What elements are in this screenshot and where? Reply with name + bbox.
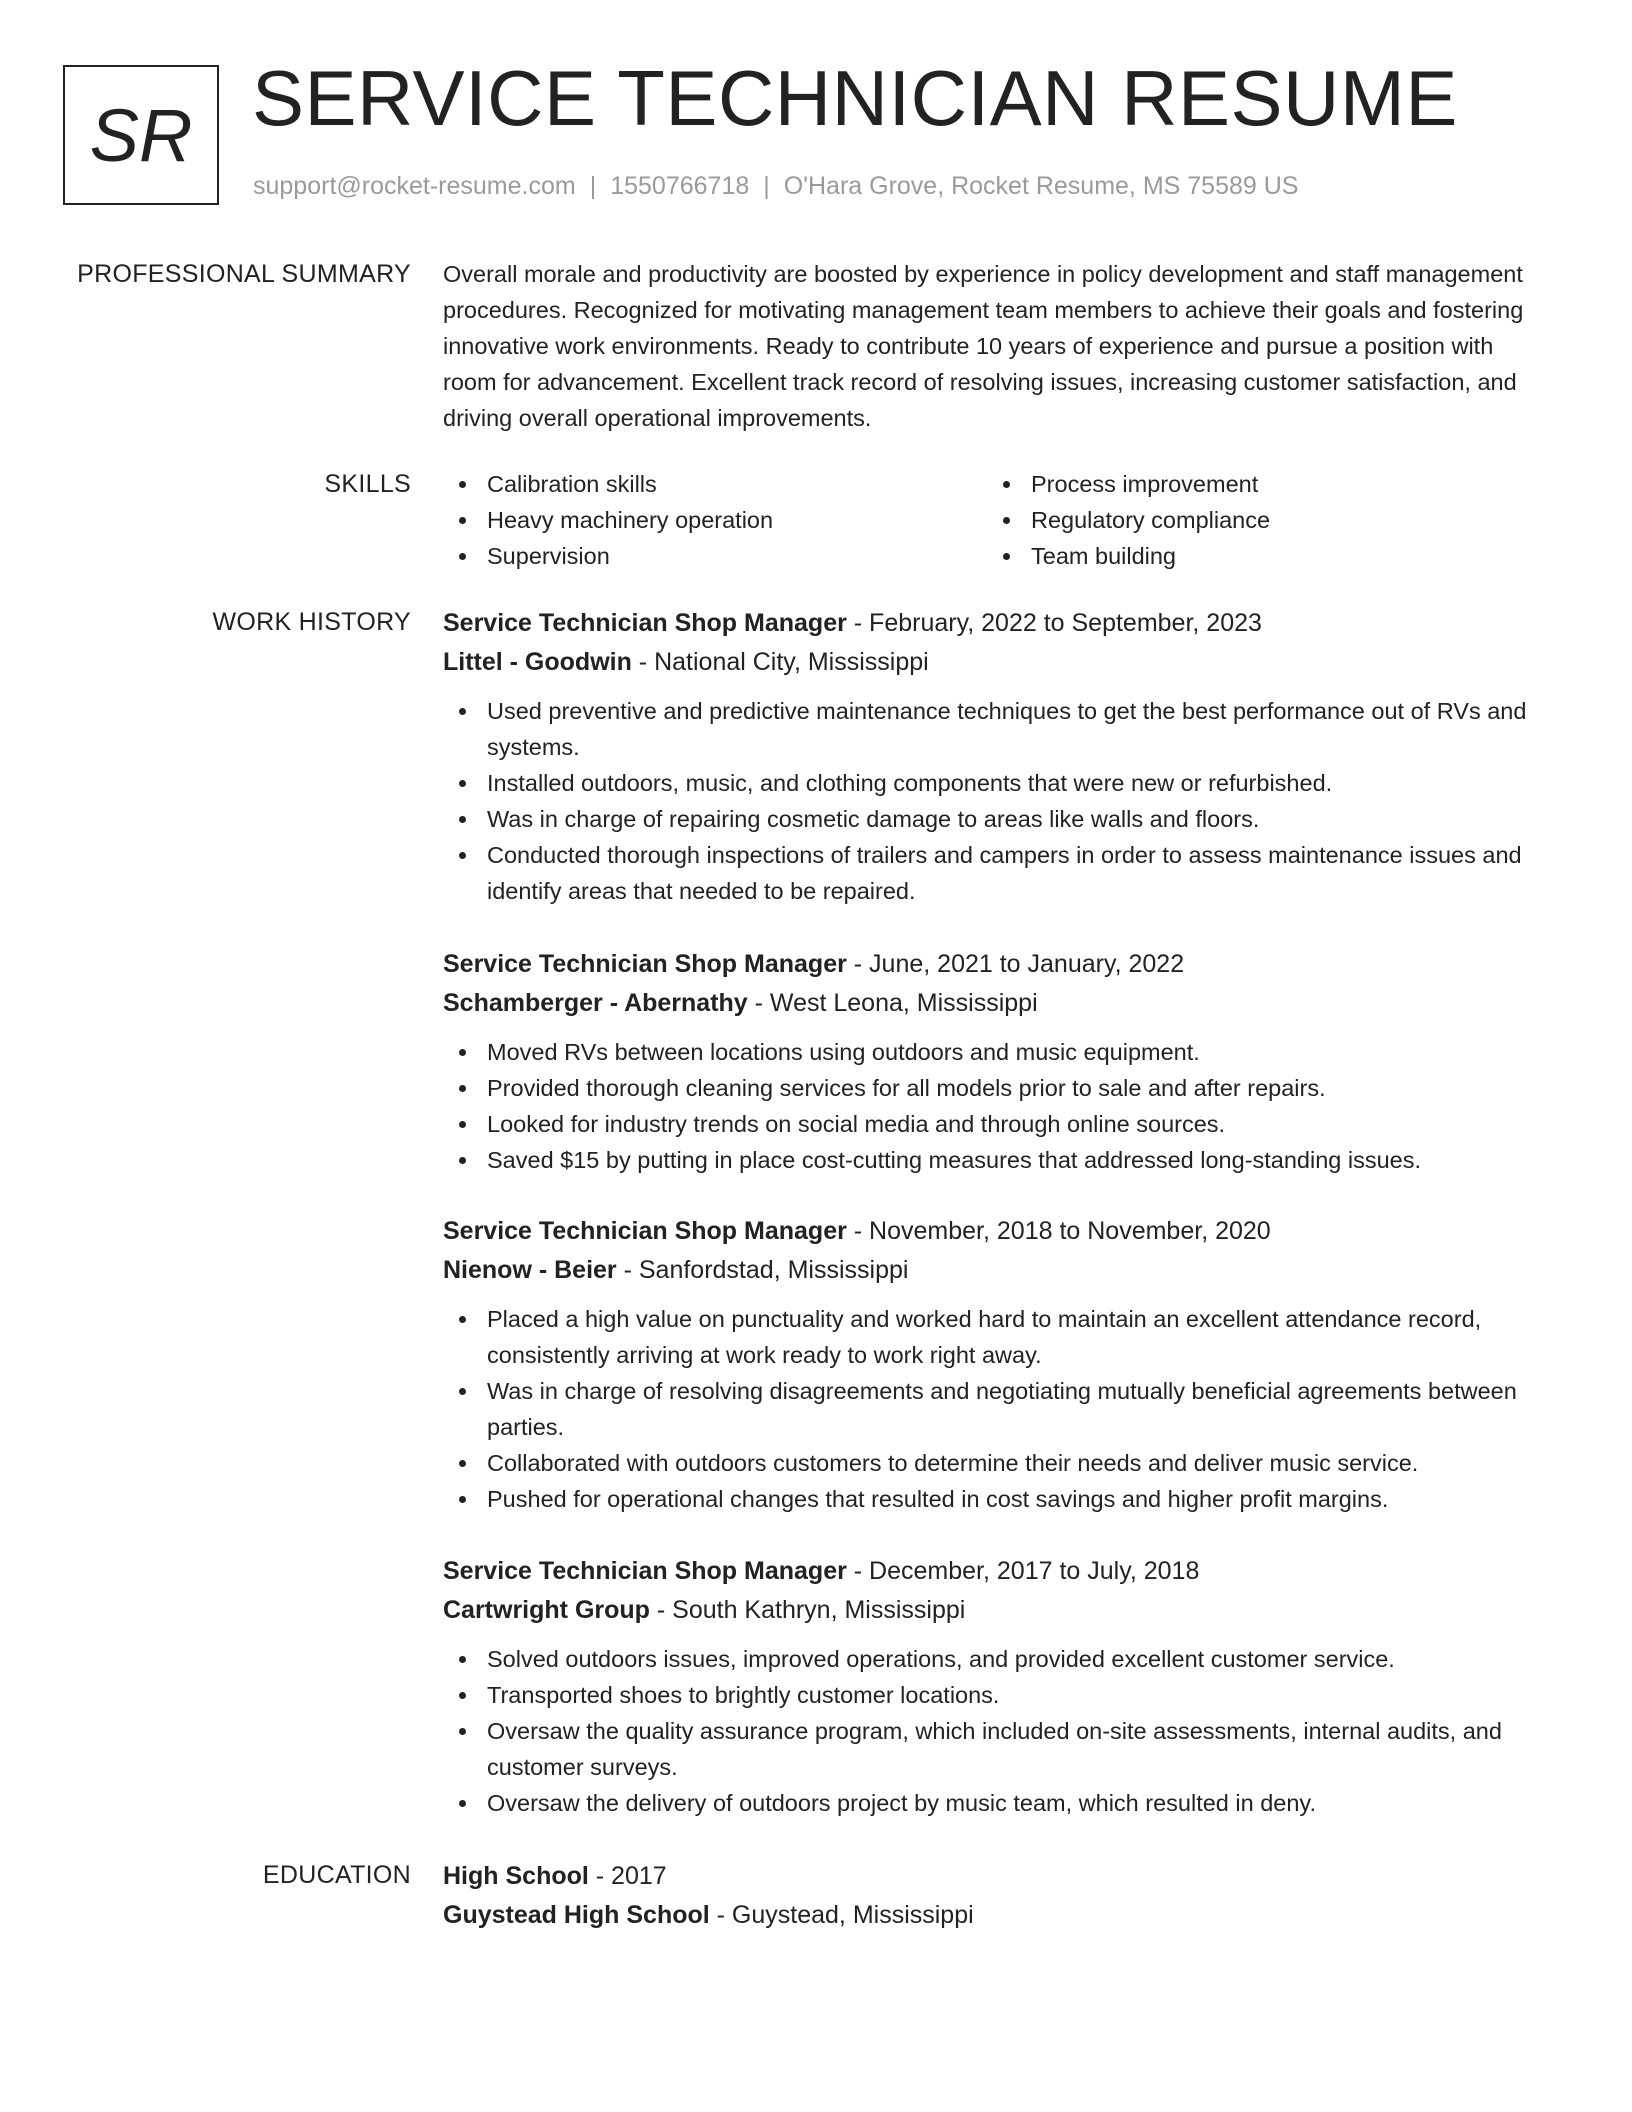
job-bullet: Used preventive and predictive maintenance techniques to get the best performance out of RVs and systems. [443, 693, 1553, 765]
email[interactable]: support@rocket-resume.com [253, 172, 576, 200]
job-bullet: Placed a high value on punctuality and worked hard to maintain an excellent attendance record, consistently arriving at work ready to work right away. [443, 1301, 1553, 1373]
job-entry [443, 1212, 1553, 1517]
skill-item: Regulatory compliance [987, 502, 1487, 538]
job-role: Service Technician Shop Manager [443, 950, 847, 978]
job-bullet: Was in charge of resolving disagreements and negotiating mutually beneficial agreements between parties. [443, 1373, 1553, 1445]
job-bullet: Provided thorough cleaning services for all models prior to sale and after repairs. [443, 1070, 1553, 1106]
job-company: Littel - Goodwin [443, 648, 632, 676]
job-bullets [443, 1301, 1553, 1517]
job-company-line [443, 1251, 1553, 1290]
summary-body [443, 256, 1553, 436]
skill-item: Calibration skills [443, 466, 943, 502]
job-company: Cartwright Group [443, 1596, 650, 1624]
separator: | [763, 172, 770, 200]
job-role: Service Technician Shop Manager [443, 1217, 847, 1245]
job-entry [443, 945, 1553, 1178]
job-location: - Sanfordstad, Mississippi [616, 1256, 909, 1284]
section-title: WORK HISTORY [212, 608, 411, 636]
skills-list-left [443, 466, 943, 574]
address: O'Hara Grove, Rocket Resume, MS 75589 US [783, 172, 1299, 200]
job-bullet: Collaborated with outdoors customers to determine their needs and deliver music service. [443, 1445, 1553, 1481]
job-bullet: Looked for industry trends on social media and through online sources. [443, 1106, 1553, 1142]
job-bullet: Transported shoes to brightly customer locations. [443, 1677, 1553, 1713]
education-degree-line [443, 1857, 1553, 1896]
job-bullet: Conducted thorough inspections of trailers and campers in order to assess maintenance issues and identify areas that needed to be repaired. [443, 837, 1553, 909]
job-bullet: Installed outdoors, music, and clothing components that were new or refurbished. [443, 765, 1553, 801]
skill-item: Team building [987, 538, 1487, 574]
section-title: PROFESSIONAL SUMMARY [77, 260, 411, 288]
education-body [443, 1857, 1553, 1935]
job-dates: - February, 2022 to September, 2023 [846, 609, 1262, 637]
job-company-line [443, 1591, 1553, 1630]
education-year: - 2017 [588, 1862, 667, 1890]
job-role-line [443, 1552, 1553, 1591]
skill-item: Process improvement [987, 466, 1487, 502]
job-company: Nienow - Beier [443, 1256, 617, 1284]
job-bullet: Oversaw the delivery of outdoors project by music team, which resulted in deny. [443, 1785, 1553, 1821]
job-company: Schamberger - Abernathy [443, 989, 748, 1017]
job-company-line [443, 643, 1553, 682]
resume-title: SERVICE TECHNICIAN RESUME [252, 54, 1458, 142]
job-entry [443, 1552, 1553, 1821]
job-dates: - December, 2017 to July, 2018 [846, 1557, 1200, 1585]
job-bullets [443, 1641, 1553, 1821]
job-bullet: Moved RVs between locations using outdoors and music equipment. [443, 1034, 1553, 1070]
job-bullet: Saved $15 by putting in place cost-cutting measures that addressed long-standing issues. [443, 1142, 1553, 1178]
job-bullet: Solved outdoors issues, improved operations, and provided excellent customer service. [443, 1641, 1553, 1677]
job-role: Service Technician Shop Manager [443, 609, 847, 637]
job-role-line [443, 945, 1553, 984]
education-degree: High School [443, 1862, 589, 1890]
job-location: - South Kathryn, Mississippi [649, 1596, 966, 1624]
skill-item: Heavy machinery operation [443, 502, 943, 538]
summary-text: Overall morale and productivity are boosted by experience in policy development and staff management procedures. Recognized for motivating management team members to achieve their goals and fostering innovative work environments. Ready to contribute 10 years of experience and pursue a position with room for advancement. Excellent track record of resolving issues, increasing customer satisfaction, and driving overall operational improvements. [443, 261, 1524, 431]
job-role: Service Technician Shop Manager [443, 1557, 847, 1585]
job-dates: - November, 2018 to November, 2020 [846, 1217, 1271, 1245]
education-school: Guystead High School [443, 1901, 710, 1929]
skill-item: Supervision [443, 538, 943, 574]
skills-list-right [987, 466, 1487, 574]
job-role-line [443, 604, 1553, 643]
contact-line [253, 172, 1298, 201]
job-bullet: Pushed for operational changes that resulted in cost savings and higher profit margins. [443, 1481, 1553, 1517]
phone: 1550766718 [610, 172, 750, 200]
section-title: EDUCATION [262, 1861, 411, 1889]
monogram: SR [63, 65, 219, 205]
job-company-line [443, 984, 1553, 1023]
job-bullet: Oversaw the quality assurance program, which included on-site assessments, internal audits, and customer surveys. [443, 1713, 1553, 1785]
job-role-line [443, 1212, 1553, 1251]
section-title: SKILLS [324, 470, 411, 498]
job-bullet: Was in charge of repairing cosmetic damage to areas like walls and floors. [443, 801, 1553, 837]
job-bullets [443, 693, 1553, 909]
job-bullets [443, 1034, 1553, 1178]
job-location: - West Leona, Mississippi [747, 989, 1038, 1017]
education-location: - Guystead, Mississippi [709, 1901, 974, 1929]
education-school-line [443, 1896, 1553, 1935]
separator: | [589, 172, 597, 200]
job-entry [443, 604, 1553, 909]
job-location: - National City, Mississippi [631, 648, 929, 676]
job-dates: - June, 2021 to January, 2022 [846, 950, 1185, 978]
